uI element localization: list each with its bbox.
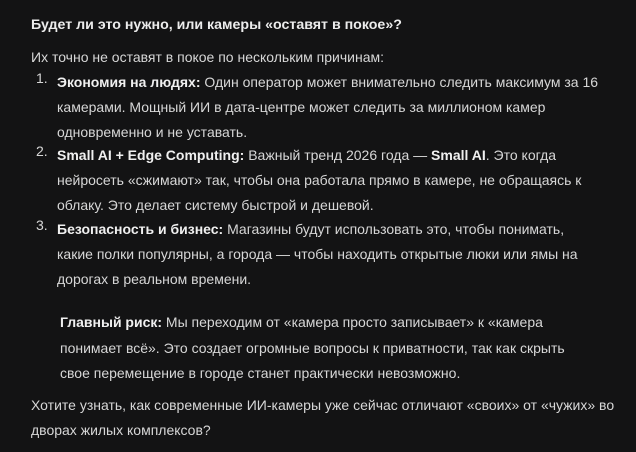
list-item-text: Важный тренд 2026 года — bbox=[244, 147, 432, 163]
reasons-list bbox=[0, 70, 636, 294]
response-intro: Их точно не оставят в покое по нескольким причинам: bbox=[31, 49, 385, 65]
closing-question: Хотите узнать, как современные ИИ-камеры уже сейчас отличают «своих» от «чужих» во дворах жилых комплексов? bbox=[31, 397, 615, 439]
list-item-title: Безопасность и бизнес: bbox=[57, 221, 224, 237]
list-item-text: Один оператор может внимательно следить максимум за 16 камерами. Мощный ИИ в дата-центре может следить за миллионом камер одновременно и не уставать. bbox=[57, 74, 599, 141]
list-item bbox=[0, 217, 636, 294]
list-item-body bbox=[57, 143, 602, 219]
list-item-number: 3. bbox=[36, 217, 48, 233]
response-heading: Будет ли это нужно, или камеры «оставят в покое»? bbox=[31, 17, 402, 33]
list-item-text: . Это когда нейросеть «сжимают» так, чтобы она работала прямо в камере, не обращаясь к облаку. Это делает систему быстрой и дешевой. bbox=[57, 147, 582, 214]
risk-note bbox=[60, 310, 580, 387]
list-item-highlight: Small AI bbox=[431, 147, 486, 163]
list-item-number: 2. bbox=[36, 143, 48, 159]
list-item-title: Small AI + Edge Computing: bbox=[57, 147, 245, 163]
list-item bbox=[0, 70, 636, 147]
risk-text: Мы переходим от «камера просто записывает» к «камера понимает всё». Это создает огромные вопросы к приватности, так как скрыть свое перемещение в городе станет практически невозможно. bbox=[60, 314, 565, 381]
list-item-body bbox=[57, 217, 602, 293]
list-item bbox=[0, 143, 636, 221]
risk-title: Главный риск: bbox=[60, 314, 163, 330]
list-item-title: Экономия на людях: bbox=[57, 74, 201, 90]
list-item-body bbox=[57, 70, 602, 146]
list-item-number: 1. bbox=[36, 70, 48, 86]
list-item-text: Магазины будут использовать это, чтобы понимать, какие полки популярны, а города — чтобы находить открытые люки или ямы на дорогах в реальном времени. bbox=[57, 221, 578, 288]
